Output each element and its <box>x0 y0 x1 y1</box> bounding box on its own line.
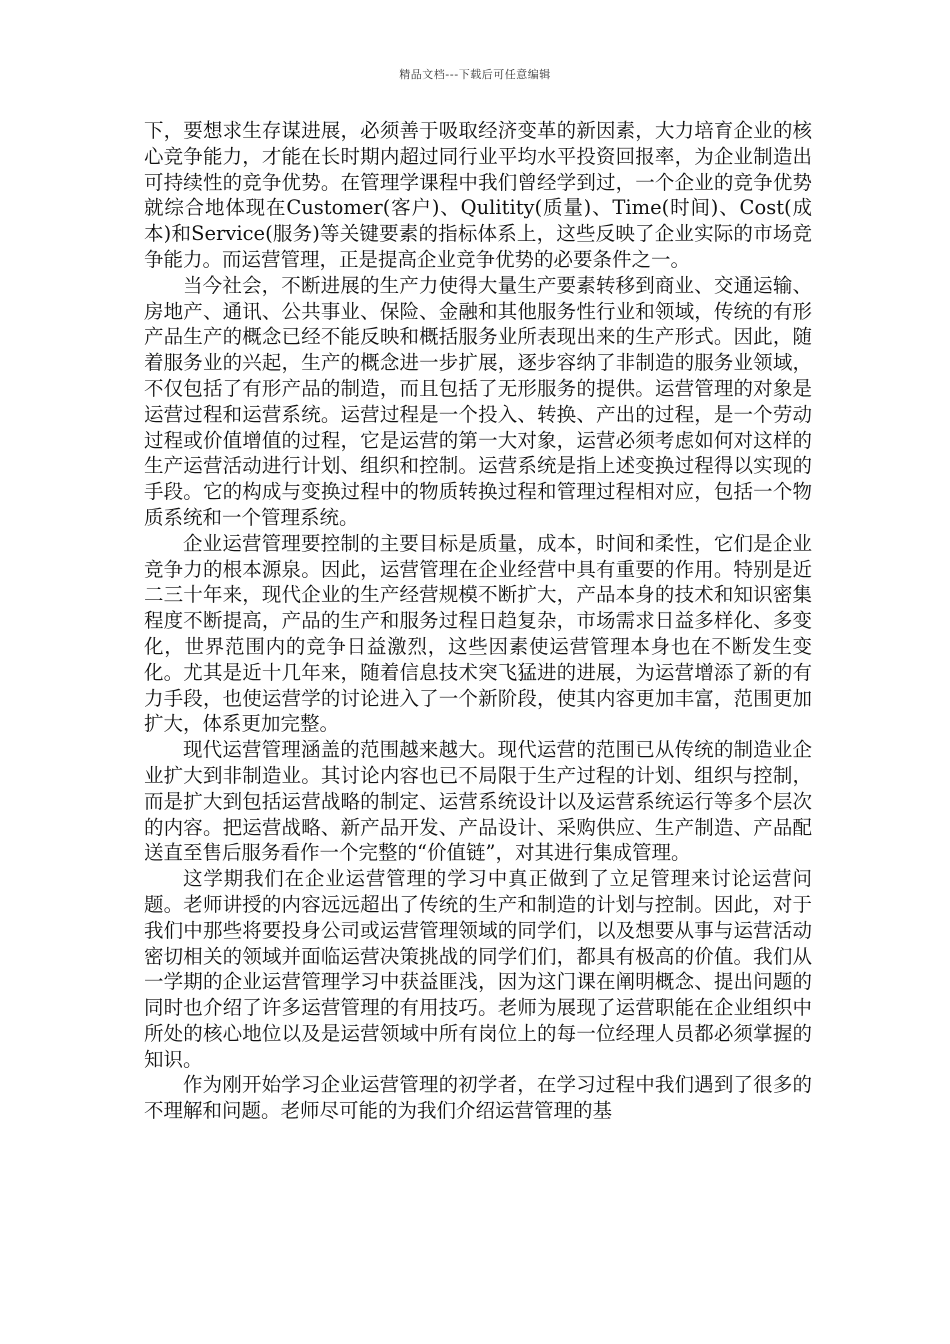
paragraph-1: 下，要想求生存谋进展，必须善于吸取经济变革的新因素，大力培育企业的核心竞争能力，才能在长时期内超过同行业平均水平投资回报率，为企业制造出可持续性的竞争优势。在管理学课程中我们曾经学到过，一个企业的竞争优势就综合地体现在Customer(客户)、Qulitity(质量)、Time(时间)、Cost(成本)和Service(服务)等关键要素的指标体系上，这些反映了企业实际的市场竞争能力。而运营管理，正是提高企业竞争优势的必要条件之一。 <box>144 119 812 271</box>
paragraph-3: 企业运营管理要控制的主要目标是质量，成本，时间和柔性，它们是企业竞争力的根本源泉。因此，运营管理在企业经营中具有重要的作用。特别是近二三十年来，现代企业的生产经营规模不断扩大，产品本身的技术和知识密集程度不断提高，产品的生产和服务过程日趋复杂，市场需求日益多样化、多变化，世界范围内的竞争日益激烈，这些因素使运营管理本身也在不断发生变化。尤其是近十几年来，随着信息技术突飞猛进的进展，为运营增添了新的有力手段，也使运营学的讨论进入了一个新阶段，使其内容更加丰富，范围更加扩大，体系更加完整。 <box>144 531 812 736</box>
page-header: 精品文档---下载后可任意编辑 <box>399 68 551 81</box>
document-body <box>144 118 812 1124</box>
paragraph-4: 现代运营管理涵盖的范围越来越大。现代运营的范围已从传统的制造业企业扩大到非制造业。其讨论内容也已不局限于生产过程的计划、组织与控制，而是扩大到包括运营战略的制定、运营系统设计以及运营系统运行等多个层次的内容。把运营战略、新产品开发、产品设计、采购供应、生产制造、产品配送直至售后服务看作一个完整的“价值链”，对其进行集成管理。 <box>144 738 812 865</box>
paragraph-5: 这学期我们在企业运营管理的学习中真正做到了立足管理来讨论运营问题。老师讲授的内容远远超出了传统的生产和制造的计划与控制。因此，对于我们中那些将要投身公司或运营管理领域的同学们，以及想要从事与运营活动密切相关的领域并面临运营决策挑战的同学们们，都具有极高的价值。我们从一学期的企业运营管理学习中获益匪浅，因为这门课在阐明概念、提出问题的同时也介绍了许多运营管理的有用技巧。老师为展现了运营职能在企业组织中所处的核心地位以及是运营领域中所有岗位上的每一位经理人员都必须掌握的知识。 <box>144 867 812 1071</box>
paragraph-2: 当今社会，不断进展的生产力使得大量生产要素转移到商业、交通运输、房地产、通讯、公共事业、保险、金融和其他服务性行业和领域，传统的有形产品生产的概念已经不能反映和概括服务业所表现出来的生产形式。因此，随着服务业的兴起，生产的概念进一步扩展，逐步容纳了非制造的服务业领域，不仅包括了有形产品的制造，而且包括了无形服务的提供。运营管理的对象是运营过程和运营系统。运营过程是一个投入、转换、产出的过程，是一个劳动过程或价值增值的过程，它是运营的第一大对象，运营必须考虑如何对这样的生产运营活动进行计划、组织和控制。运营系统是指上述变换过程得以实现的手段。它的构成与变换过程中的物质转换过程和管理过程相对应，包括一个物质系统和一个管理系统。 <box>144 273 812 529</box>
paragraph-6: 作为刚开始学习企业运营管理的初学者，在学习过程中我们遇到了很多的不理解和问题。老师尽可能的为我们介绍运营管理的基 <box>144 1073 812 1123</box>
